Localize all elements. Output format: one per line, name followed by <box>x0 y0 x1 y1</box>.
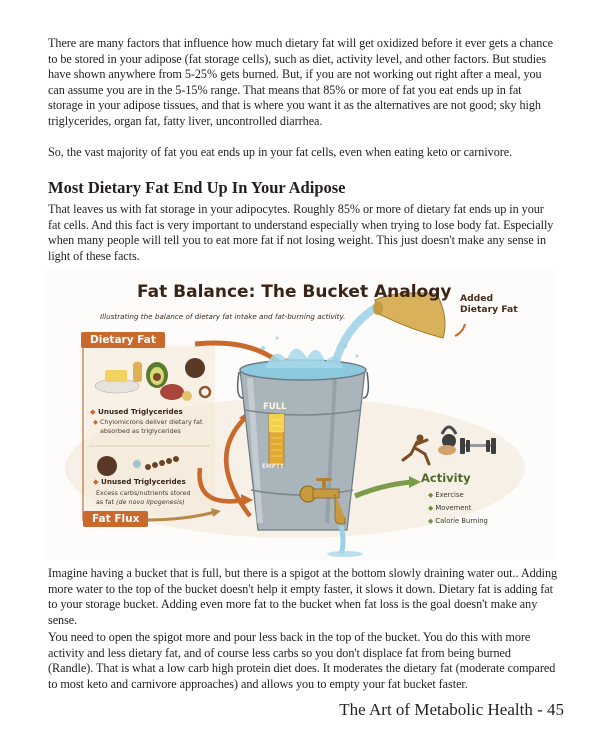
bucket-icon <box>238 360 369 530</box>
unused-triglycerides-2-title <box>93 477 186 486</box>
added-fat-arrow <box>455 324 465 336</box>
unused-triglycerides-1-desc <box>93 418 202 435</box>
bucket-analogy-paragraph: Imagine having a bucket that is full, but there is a spigot at the bottom slowly draining water out.. Adding more water to the top of the bucket doesn't help it empty faster, it slows it down. Dietary fat is adding fat to your storage bucket. Adding even more fat to the bucket when fat loss is the goal doesn't make any sense. <box>48 566 558 627</box>
figure-title: Fat Balance: The Bucket Analogy <box>137 282 452 302</box>
activity-item-label: Calorie Burning <box>435 517 488 525</box>
dietary-fat-tag: Dietary Fat <box>81 332 165 348</box>
figure-subtitle: Illustrating the balance of dietary fat intake and fat-burning activity. <box>100 312 346 321</box>
unused-1-desc-line1: Chylomicrons deliver dietary fat <box>99 418 203 426</box>
adipocytes-paragraph: That leaves us with fat storage in your adipocytes. Roughly 85% or more of dietary fat ends up in your fat cells. And this fact is very important to understand especially when trying to lose body fat. Especially when many people will tell you to eat more fat if not losing weight. This just doesn't make any sense in light of these facts. <box>48 202 554 263</box>
added-fat-line2: Dietary Fat <box>460 304 518 315</box>
gauge-empty-label: EMPTY <box>262 464 285 470</box>
unused-1-desc-line2: absorbed as triglycerides <box>100 426 181 435</box>
butter-icon <box>105 370 127 382</box>
unused-2-desc-line1: Excess carbs/nutrients stored <box>96 489 191 497</box>
bullet-icon: ◆ <box>428 504 436 512</box>
activity-item-label: Movement <box>435 504 472 512</box>
unused-2-desc-line2-prefix: as fat <box>96 497 114 506</box>
fat-cell-icon <box>185 358 205 378</box>
bullet-icon: ◆ <box>428 491 436 499</box>
unused-triglycerides-1-title <box>90 407 183 416</box>
bullet-icon: ◆ <box>428 517 436 525</box>
intro-paragraph: There are many factors that influence how much dietary fat will get oxidized before it ever gets a chance to be stored in your adipose (fat storage cells), such as diet, activity level, and other factors. But studies have shown anywhere from 5-25% gets burned. But, if you are not working out right after a meal, you can assume you are in the 5-15% range. That means that 85% or more of fat you eat ends up in fat storage in your adipose tissues, and that is where you want it as the alternatives are not good; sky high triglycerides, organ fat, fatty liver, uncontrolled diarrhea. <box>48 36 554 128</box>
oil-bottle-icon <box>133 362 142 382</box>
fill-gauge <box>269 414 284 466</box>
unused-triglycerides-2-desc <box>96 489 191 506</box>
cheese-icon <box>182 391 192 401</box>
added-dietary-fat-label <box>460 293 518 315</box>
activity-item <box>428 504 471 512</box>
unused-1-title-text: Unused Triglycerides <box>98 407 183 416</box>
steak-icon <box>160 384 184 400</box>
drain-stream <box>341 525 343 554</box>
activity-title: Activity <box>421 471 471 485</box>
unused-2-title-text: Unused Triglycerides <box>101 477 186 486</box>
bullet-icon: ◆ <box>90 407 99 416</box>
bucket-analogy-illustration <box>45 268 555 560</box>
section-heading: Most Dietary Fat End Up In Your Adipose <box>48 178 346 197</box>
fat-flux-tag: Fat Flux <box>83 511 148 527</box>
fat-cell-icon-2 <box>97 456 117 476</box>
activity-item-label: Exercise <box>435 491 464 499</box>
gauge-full-label: FULL <box>263 402 287 412</box>
droplet-icon <box>133 460 141 468</box>
spigot-paragraph: You need to open the spigot more and pour less back in the top of the bucket. You do this with more activity and less dietary fat, and of course less carbs so you don't displace fat from being burned (Randle). That is what a low carb high protein diet does. It moderates the dietary fat (moderate compared to most keto and carnivore approaches) and allows you to empty your fat bucket faster. <box>48 630 556 691</box>
drain-puddle <box>327 551 363 557</box>
bullet-icon: ◆ <box>93 477 102 486</box>
bullet-icon: ◆ <box>93 418 100 426</box>
summary-paragraph: So, the vast majority of fat you eat ends up in your fat cells, even when eating keto or carnivore. <box>48 145 513 159</box>
activity-item <box>428 517 488 525</box>
added-fat-line1: Added <box>460 293 494 304</box>
unused-2-desc-line2-italic: (de novo lipogenesis) <box>116 497 185 506</box>
page-footer: The Art of Metabolic Health - 45 <box>339 700 564 719</box>
activity-item <box>428 491 464 499</box>
